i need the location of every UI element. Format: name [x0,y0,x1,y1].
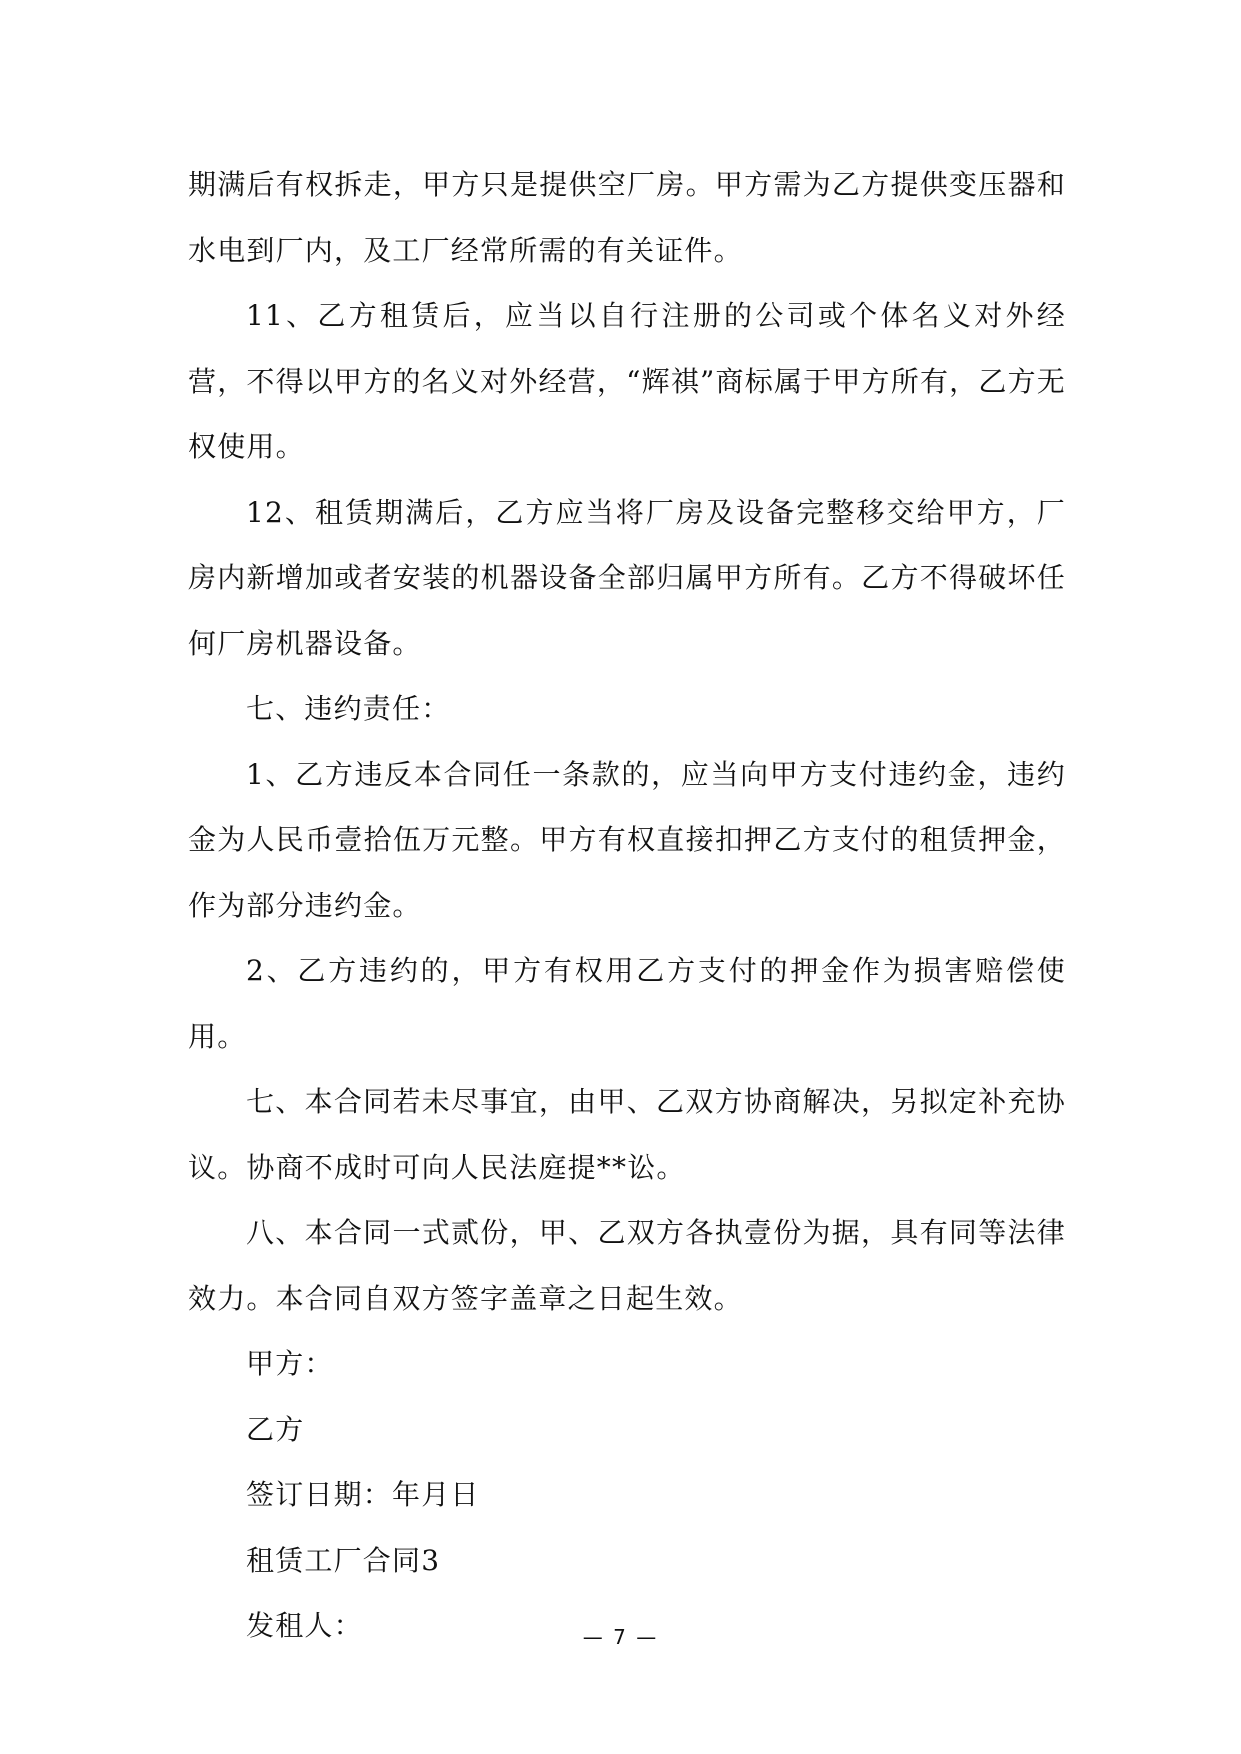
page-number: — 7 — [582,1625,659,1649]
party-b-signature-line: 乙方 [246,1412,305,1446]
paragraph-clause-11: 11、乙方租赁后，应当以自行注册的公司或个体名义对外经营，不得以甲方的名义对外经营，“辉祺”商标属于甲方所有，乙方无权使用。 [188,299,1066,463]
section-heading-breach: 七、违约责任： [246,692,451,725]
party-a-signature-line: 甲方： [246,1347,334,1380]
contract-title-3: 租赁工厂合同3 [246,1543,441,1577]
paragraph-unresolved-matters: 七、本合同若未尽事宜，由甲、乙双方协商解决，另拟定补充协议。协商不成时可向人民法庭提**讼。 [188,1085,1066,1184]
paragraph-continuation: 期满后有权拆走，甲方只是提供空厂房。甲方需为乙方提供变压器和水电到厂内，及工厂经常所需的有关证件。 [188,168,1066,267]
paragraph-copies-effect: 八、本合同一式贰份，甲、乙双方各执壹份为据，具有同等法律效力。本合同自双方签字盖章之日起生效。 [188,1216,1066,1315]
contract-body [188,152,1066,1659]
lessor-line: 发租人： [246,1609,363,1642]
paragraph-breach-1: 1、乙方违反本合同任一条款的，应当向甲方支付违约金，违约金为人民币壹拾伍万元整。甲方有权直接扣押乙方支付的租赁押金，作为部分违约金。 [188,757,1066,922]
paragraph-clause-12: 12、租赁期满后，乙方应当将厂房及设备完整移交给甲方，厂房内新增加或者安装的机器设备全部归属甲方所有。乙方不得破坏任何厂房机器设备。 [188,495,1066,660]
signing-date-line: 签订日期：年月日 [246,1478,480,1511]
paragraph-breach-2: 2、乙方违约的，甲方有权用乙方支付的押金作为损害赔偿使用。 [188,954,1066,1053]
